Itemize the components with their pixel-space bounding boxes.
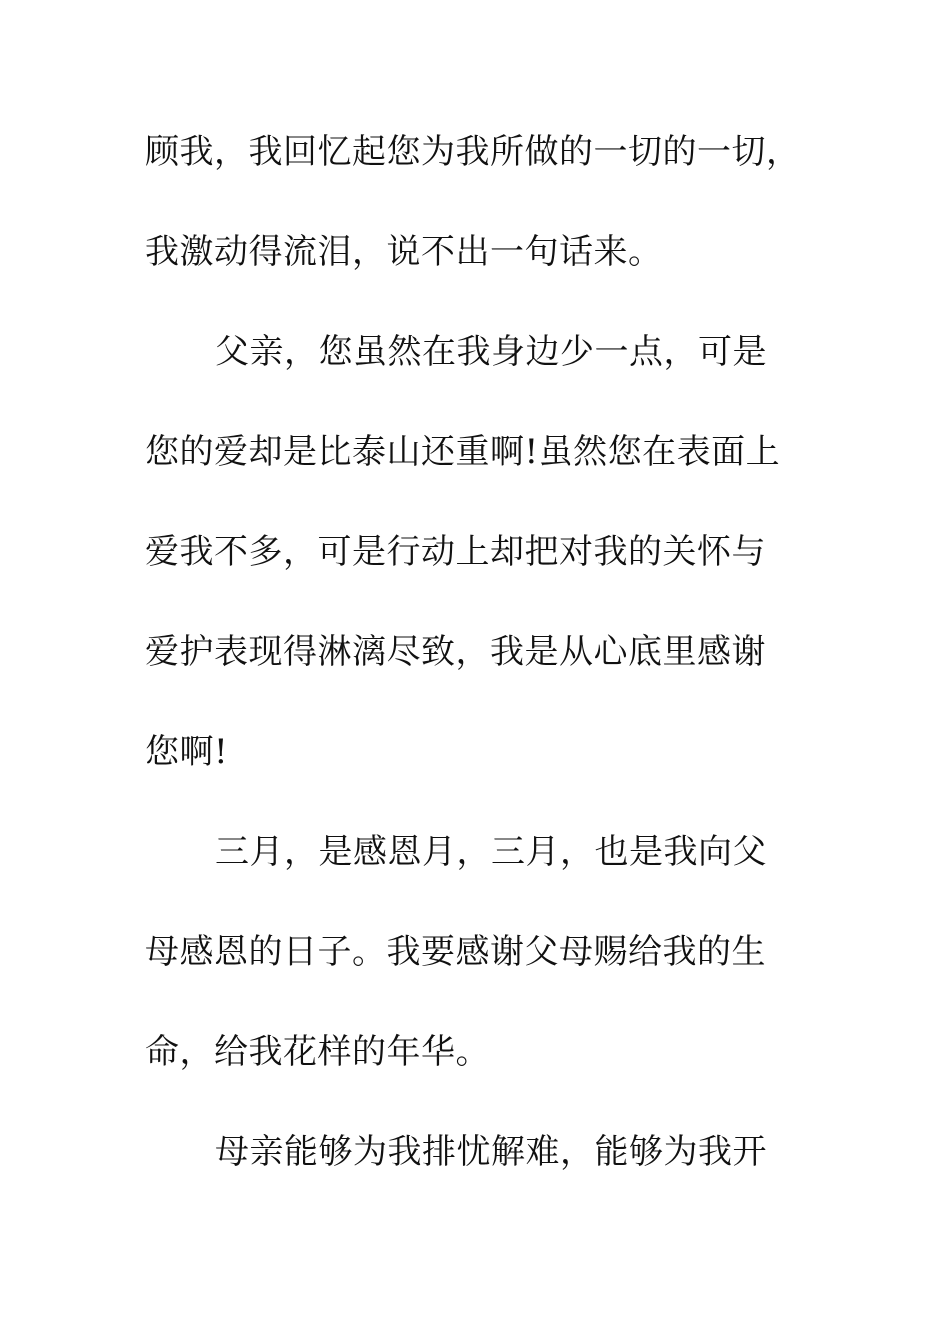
text-line: 顾我，我回忆起您为我所做的一切的一切， (145, 132, 801, 172)
text-line: 我激动得流泪，说不出一句话来。 (145, 232, 663, 272)
text-line: 爱护表现得淋漓尽致，我是从心底里感谢 (145, 632, 766, 672)
text-line: 母感恩的日子。我要感谢父母赐给我的生 (145, 932, 766, 972)
paragraph-start-line: 三月，是感恩月，三月，也是我向父 (215, 832, 767, 872)
text-line: 爱我不多，可是行动上却把对我的关怀与 (145, 532, 766, 572)
paragraph-start-line: 母亲能够为我排忧解难，能够为我开 (215, 1132, 767, 1172)
text-line: 您啊! (145, 732, 229, 772)
text-line: 命，给我花样的年华。 (145, 1032, 490, 1072)
paragraph-start-line: 父亲，您虽然在我身边少一点，可是 (215, 332, 767, 372)
text-line: 您的爱却是比泰山还重啊!虽然您在表面上 (145, 432, 781, 472)
